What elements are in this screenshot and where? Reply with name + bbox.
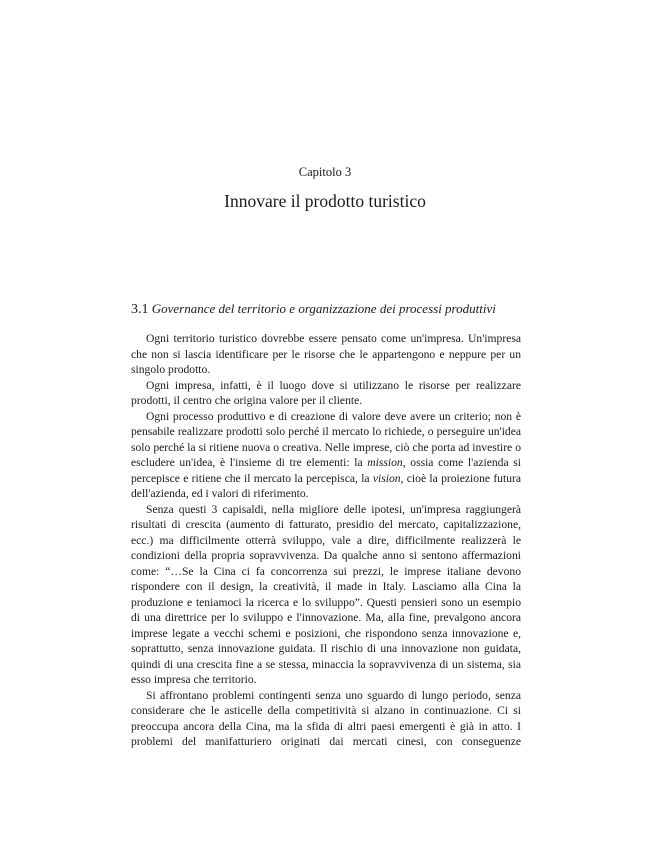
paragraph-text: Ogni processo produttivo e di creazione di valore deve avere un criterio; non è pensabile realizzare prodotti solo perché il mercato lo richiede, o perseguire un'idea solo perché la si ritiene nuova o creativa. Nelle imprese, ciò che porta ad investire o escludere un'idea, è l'insieme di tre elementi: la	[131, 409, 521, 469]
chapter-label: Capitolo 3	[298, 165, 352, 179]
section-title: Governance del territorio e organizzazione dei processi produttivi	[151, 301, 496, 316]
chapter-title: Innovare il prodotto turistico	[224, 191, 426, 211]
mission-term: mission	[367, 456, 403, 469]
paragraph: Ogni impresa, infatti, è il luogo dove si utilizzano le risorse per realizzare prodotti, il centro che origina valore per il cliente.	[131, 378, 521, 407]
paragraph: Si affrontano problemi contingenti senza uno sguardo di lungo periodo, senza considerare che le asticelle della competitività si alzano in continuazione. Ci si preoccupa ancora della Cina, ma la sfida di altri paesi emergenti è già in atto. I problemi del manifatturiero originati dai mercati cinesi, con conseguenze	[131, 688, 521, 748]
paragraph-text: , ossia come l'azienda si percepisce e ritiene che il mercato la percepisca, la	[131, 456, 521, 485]
paragraph: Senza questi 3 capisaldi, nella migliore delle ipotesi, un'impresa raggiungerà risultati di crescita (aumento di fatturato, presidio del mercato, capitalizzazione, ecc.) ma difficilmente otterrà sviluppo, vale a dire, difficilmente realizzerà le condizioni della propria sopravvivenza. Da qualche anno si sentono affermazioni come: “…Se la Cina ci fa concorrenza sui prezzi, le imprese italiane devono rispondere con il design, la creatività, il made in Italy. Lasciamo alla Cina la produzione e teniamoci la ricerca e lo sviluppo”. Questi pensieri sono un esempio di una direttrice per lo sviluppo e l'innovazione. Ma, alla fine, prevalgono ancora imprese legate a vecchi schemi e posizioni, che rispondono senza innovazione e, soprattutto, senza innovazione guidata. Il rischio di una innovazione non guidata, quindi di una crescita fine a se stessa, minaccia la sopravvivenza di un sistema, sia esso impresa che territorio.	[131, 502, 521, 686]
paragraph	[131, 409, 521, 502]
paragraph: Ogni territorio turistico dovrebbe essere pensato come un'impresa. Un'impresa che non si lascia identificare per le risorse che le appartengono e neppure per un singolo prodotto.	[131, 332, 521, 376]
paragraph-text: , cioè la proiezione futura dell'azienda, ed i valori di riferimento.	[131, 471, 521, 500]
section-number: 3.1	[131, 302, 149, 317]
body-text	[131, 331, 521, 750]
section-heading	[131, 300, 531, 319]
vision-term: vision	[372, 471, 401, 485]
